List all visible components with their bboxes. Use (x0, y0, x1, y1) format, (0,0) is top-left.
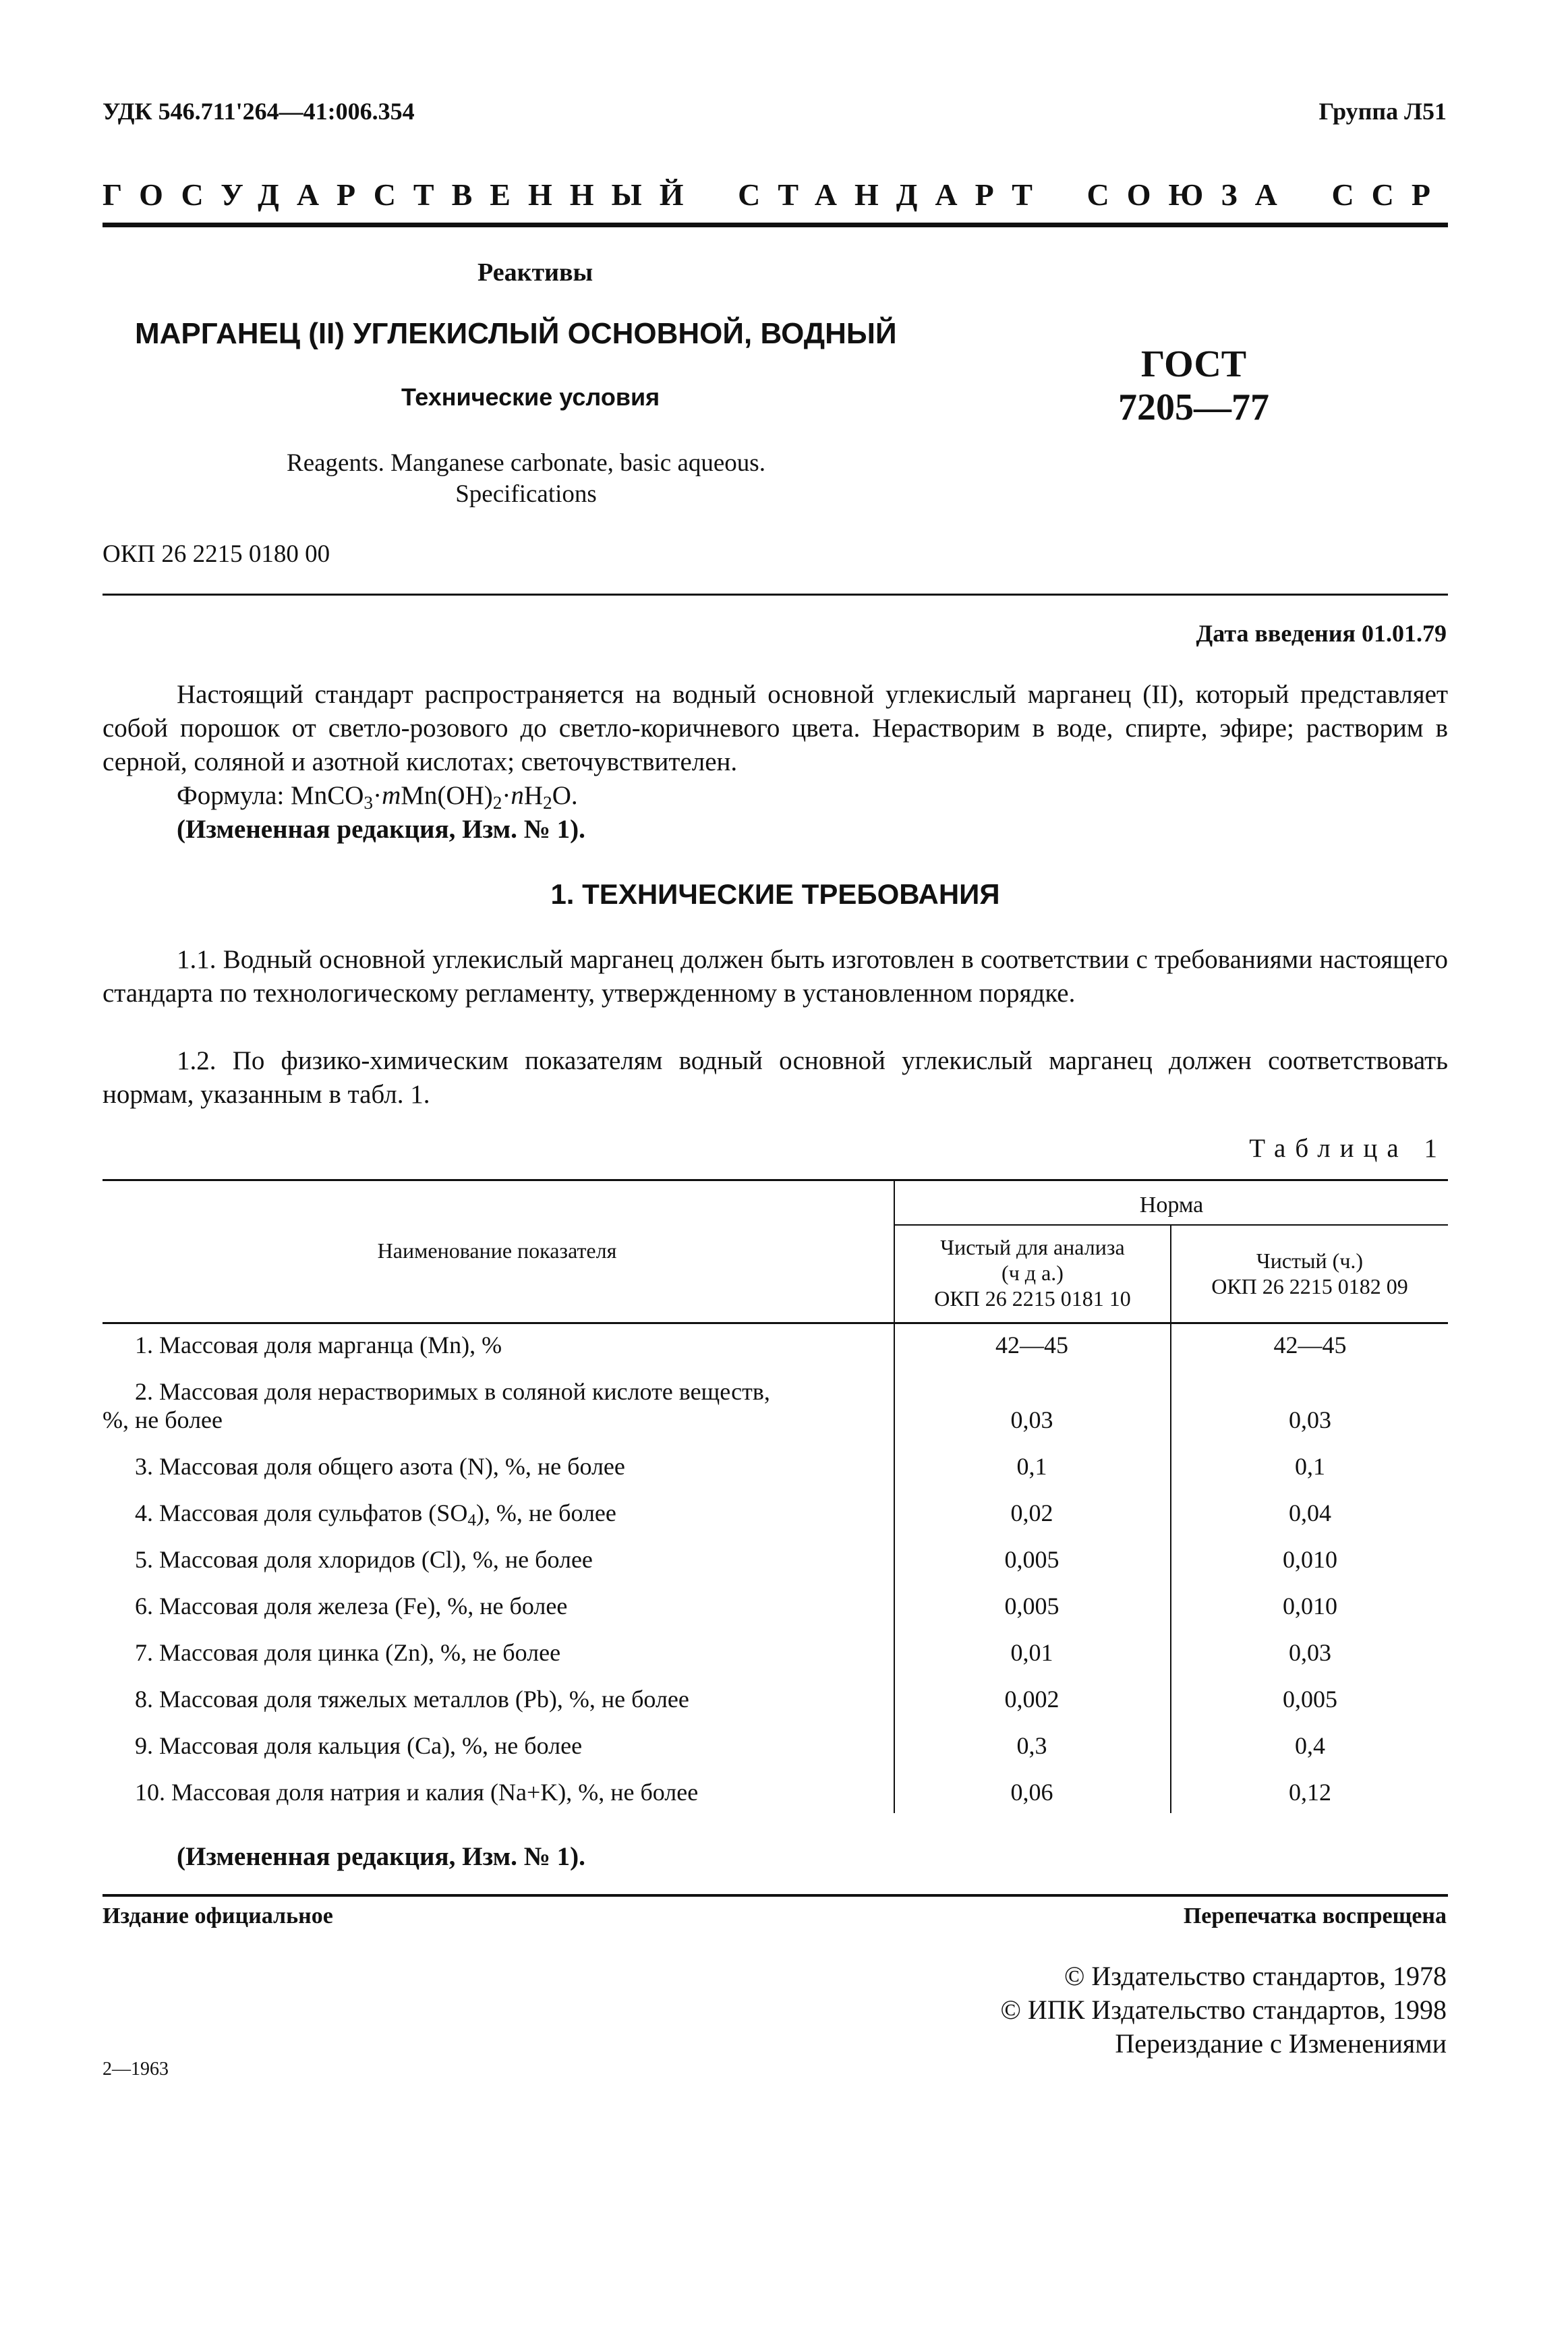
table-cell: 42—45 (1273, 1332, 1347, 1358)
clause-1-1: 1.1. Водный основной углекислый марганец должен быть изготовлен в соответствии с требованиями настоящего стандарта по технологическому регламенту, утвержденному в установленном порядке. (103, 945, 1448, 1008)
table-cell: 0,03 (1289, 1406, 1331, 1433)
table-cell: 0,1 (1016, 1453, 1047, 1480)
table-cell: 0,005 (1283, 1686, 1337, 1713)
column-header-ch: Чистый (ч.) ОКП 26 2215 0182 09 (1211, 1249, 1408, 1298)
copyright-line: © ИПК Издательство стандартов, 1998 (1000, 1995, 1447, 2025)
table-row: 3. Массовая доля общего азота (N), %, не более (135, 1453, 625, 1480)
print-code: 2—1963 (103, 2059, 169, 2080)
copyright-line: © Издательство стандартов, 1978 (1064, 1961, 1447, 1991)
table-cell: 0,1 (1295, 1453, 1325, 1480)
effective-date: Дата введения 01.01.79 (1196, 620, 1447, 647)
english-title (223, 448, 830, 510)
table-cell: 0,002 (1004, 1686, 1059, 1713)
table-change-note: (Измененная редакция, Изм. № 1). (177, 1842, 585, 1871)
gost-designation (1106, 343, 1281, 429)
table-cell: 0,010 (1283, 1546, 1337, 1573)
column-header-chda: Чистый для анализа (ч д а.) ОКП 26 2215 0181 10 (934, 1235, 1131, 1311)
table-row: 7. Массовая доля цинка (Zn), %, не более (135, 1639, 561, 1666)
table-cell: 0,005 (1004, 1546, 1059, 1573)
footer-rule (103, 1894, 1448, 1897)
table-row-continuation: %, не более (103, 1406, 223, 1433)
table-row: 4. Массовая доля сульфатов $(SO_4)$, %, не более (135, 1499, 616, 1530)
table-caption: Таблица 1 (1249, 1134, 1447, 1163)
okp-code: ОКП 26 2215 0180 00 (103, 540, 330, 568)
table-header-bottom-rule (103, 1322, 1448, 1324)
standard-banner (103, 177, 1448, 212)
english-title-line: Specifications (455, 480, 597, 508)
section-heading: 1. ТЕХНИЧЕСКИЕ ТРЕБОВАНИЯ (550, 878, 1000, 910)
table-row: 10. Массовая доля натрия и калия (Na+K), %, не более (135, 1779, 699, 1806)
edition-note: Издание официальное (103, 1903, 333, 1928)
banner-word: СТАНДАРТ (738, 177, 1050, 212)
title-rule (103, 594, 1448, 596)
table-row: 1. Массовая доля марганца (Mn), % (135, 1332, 502, 1358)
table-cell: 0,12 (1289, 1779, 1331, 1806)
document-subtitle: Технические условия (401, 383, 660, 411)
banner-word: ГОСУДАРСТВЕННЫЙ (103, 177, 701, 212)
table-cell: 42—45 (995, 1332, 1068, 1358)
intro-paragraph: Настоящий стандарт распространяется на водный основной углекислый марганец (II), который представляет собой порошок от светло-розового до светло-коричневого цвета. Нерастворим в воде, спирте, эфире; растворим в серной, соляной и азотной кислотах; светочувствителен. (103, 680, 1448, 776)
table-cell: 0,005 (1004, 1593, 1059, 1620)
table-row: 8. Массовая доля тяжелых металлов (Pb), %, не более (135, 1686, 689, 1713)
group-code: Группа Л51 (1318, 98, 1447, 125)
change-note: (Измененная редакция, Изм. № 1). (177, 815, 585, 844)
table-top-rule (103, 1179, 1448, 1181)
reprint-note: Перепечатка воспрещена (1183, 1903, 1447, 1928)
table-cell: 0,04 (1289, 1499, 1331, 1526)
table-cell: 0,06 (1010, 1779, 1053, 1806)
table-cell: 0,03 (1010, 1406, 1053, 1433)
header-rule (103, 223, 1448, 227)
column-header-name: Наименование показателя (377, 1238, 617, 1263)
table-cell: 0,03 (1289, 1639, 1331, 1666)
banner-word: ССР (1331, 177, 1448, 212)
gost-number: 7205—77 (1118, 386, 1269, 428)
chemical-formula: $MnCO_3\cdot mMn(OH)_2\cdot nH_2O$. (291, 781, 578, 813)
table-cell: 0,01 (1010, 1639, 1053, 1666)
category-label: Реактивы (477, 258, 593, 287)
table-cell: 0,010 (1283, 1593, 1337, 1620)
document-title: МАРГАНЕЦ (II) УГЛЕКИСЛЫЙ ОСНОВНОЙ, ВОДНЫЙ (135, 317, 897, 350)
table-header-rule (894, 1224, 1448, 1226)
table-col-divider (1170, 1224, 1171, 1813)
gost-label: ГОСТ (1140, 343, 1247, 385)
column-header-norma: Норма (1139, 1193, 1204, 1218)
table-cell: 0,3 (1016, 1732, 1047, 1759)
table-row: 5. Массовая доля хлоридов (Cl), %, не более (135, 1546, 593, 1573)
table-row: 6. Массовая доля железа (Fe), %, не более (135, 1593, 568, 1620)
udk-code: УДК 546.711'264—41:006.354 (103, 98, 415, 125)
english-title-line: Reagents. Manganese carbonate, basic aqueous. (287, 449, 765, 477)
table-row: 9. Массовая доля кальция (Ca), %, не более (135, 1732, 583, 1759)
table-cell: 0,02 (1010, 1499, 1053, 1526)
formula-label: Формула: (177, 781, 285, 810)
table-row: 2. Массовая доля нерастворимых в соляной кислоте веществ, (135, 1378, 770, 1405)
clause-1-2: 1.2. По физико-химическим показателям водный основной углекислый марганец должен соответствовать нормам, указанным в табл. 1. (103, 1046, 1448, 1109)
banner-word: СОЮЗА (1086, 177, 1295, 212)
reissue-note: Переиздание с Изменениями (1115, 2028, 1447, 2059)
table-cell: 0,4 (1295, 1732, 1325, 1759)
